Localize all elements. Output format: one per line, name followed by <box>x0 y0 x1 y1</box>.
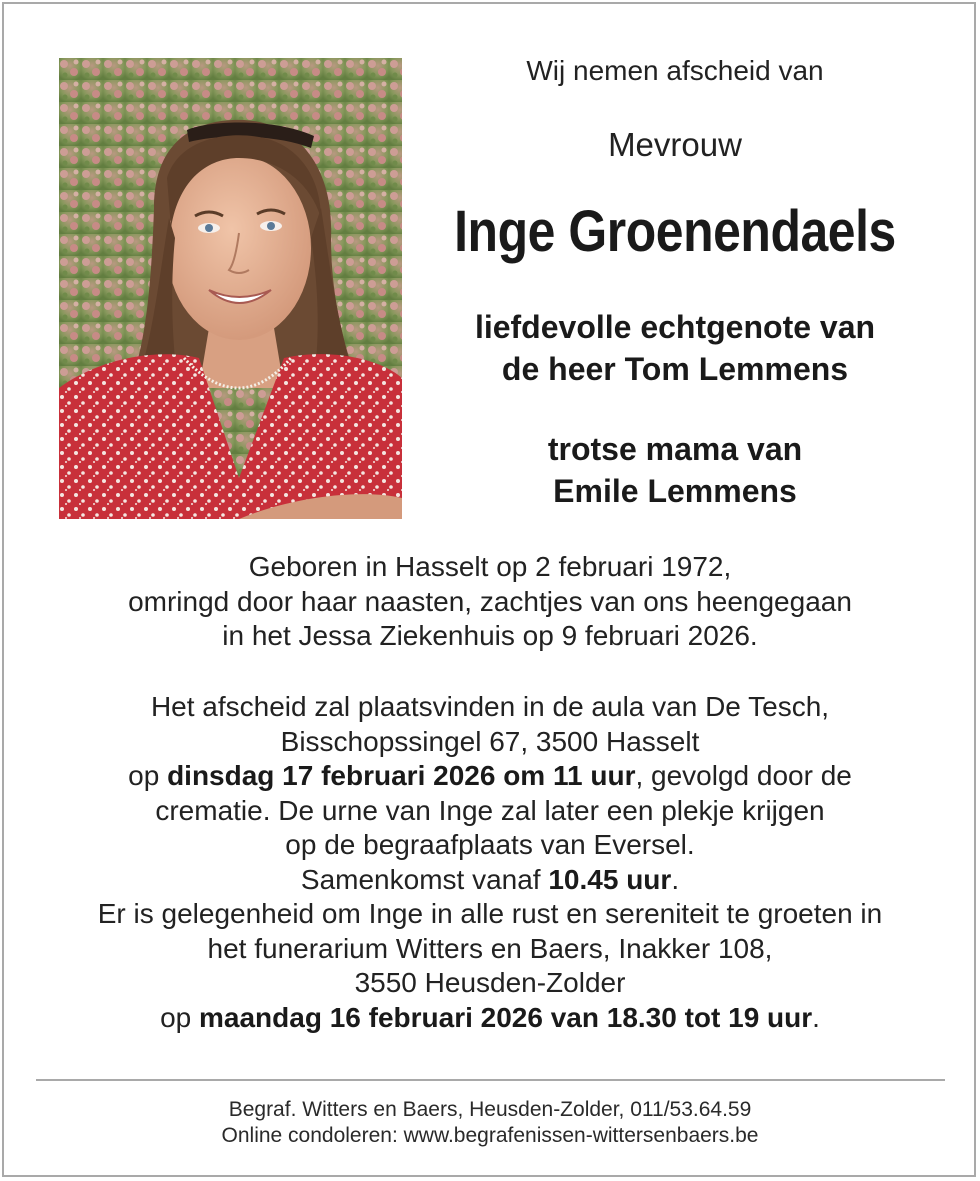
ceremony-line-3-post: , gevolgd door de <box>635 760 852 791</box>
ceremony-line-6 <box>20 863 960 898</box>
ceremony-line-1: Het afscheid zal plaatsvinden in de aula van De Tesch, <box>150 691 830 722</box>
birth-paragraph <box>20 550 960 654</box>
child-line-1: trotse mama van <box>547 431 803 467</box>
footer <box>20 1097 960 1149</box>
birth-line-2: omringd door haar naasten, zachtjes van ons heengegaan <box>128 585 852 617</box>
salutation-text: Mevrouw <box>608 126 742 163</box>
ceremony-date-time: dinsdag 17 februari 2026 om 11 uur <box>167 760 636 791</box>
online-condolence-link[interactable]: Online condoleren: www.begrafenissen-wittersenbaers.be <box>221 1124 759 1147</box>
ceremony-line-5: op de begraafplaats van Eversel. <box>285 829 695 860</box>
gathering-post: . <box>671 863 680 895</box>
ceremony-line-8: het funerarium Witters en Baers, Inakker 108, <box>207 932 773 964</box>
visitation-pre: op <box>160 1001 199 1033</box>
gathering-pre: Samenkomst vanaf <box>300 863 549 895</box>
ceremony-line-9: 3550 Heusden-Zolder <box>354 967 626 998</box>
ceremony-line-4: crematie. De urne van Inge zal later een plekje krijgen <box>155 794 825 826</box>
footer-divider <box>36 1079 945 1081</box>
ceremony-line-10 <box>20 1001 960 1036</box>
portrait-photo <box>59 58 402 519</box>
spouse-block <box>405 306 945 390</box>
portrait-illustration <box>59 58 402 519</box>
ceremony-line-3 <box>20 759 960 794</box>
ceremony-line-2: Bisschopssingel 67, 3500 Hasselt <box>280 725 700 757</box>
visitation-date-time: maandag 16 februari 2026 van 18.30 tot 19 uur <box>199 1001 813 1033</box>
birth-line-1: Geboren in Hasselt op 2 februari 1972, <box>248 551 732 582</box>
deceased-name: Inge Groenendaels <box>454 199 896 264</box>
gathering-time: 10.45 uur <box>548 863 672 895</box>
ceremony-line-7: Er is gelegenheid om Inge in alle rust en sereniteit te groeten in <box>97 898 883 929</box>
spouse-line-1: liefdevolle echtgenote van <box>474 309 876 345</box>
spouse-line-2: de heer Tom Lemmens <box>501 351 849 387</box>
birth-line-3: in het Jessa Ziekenhuis op 9 februari 2026. <box>222 620 758 651</box>
visitation-post: . <box>812 1001 820 1033</box>
funeral-home-contact: Begraf. Witters en Baers, Heusden-Zolder, 011/53.64.59 <box>228 1098 752 1121</box>
child-line-2: Emile Lemmens <box>553 473 797 509</box>
ceremony-line-3-pre: op <box>128 760 168 791</box>
intro-text: Wij nemen afscheid van <box>526 55 824 86</box>
child-block <box>405 428 945 512</box>
ceremony-paragraph <box>20 690 960 1035</box>
